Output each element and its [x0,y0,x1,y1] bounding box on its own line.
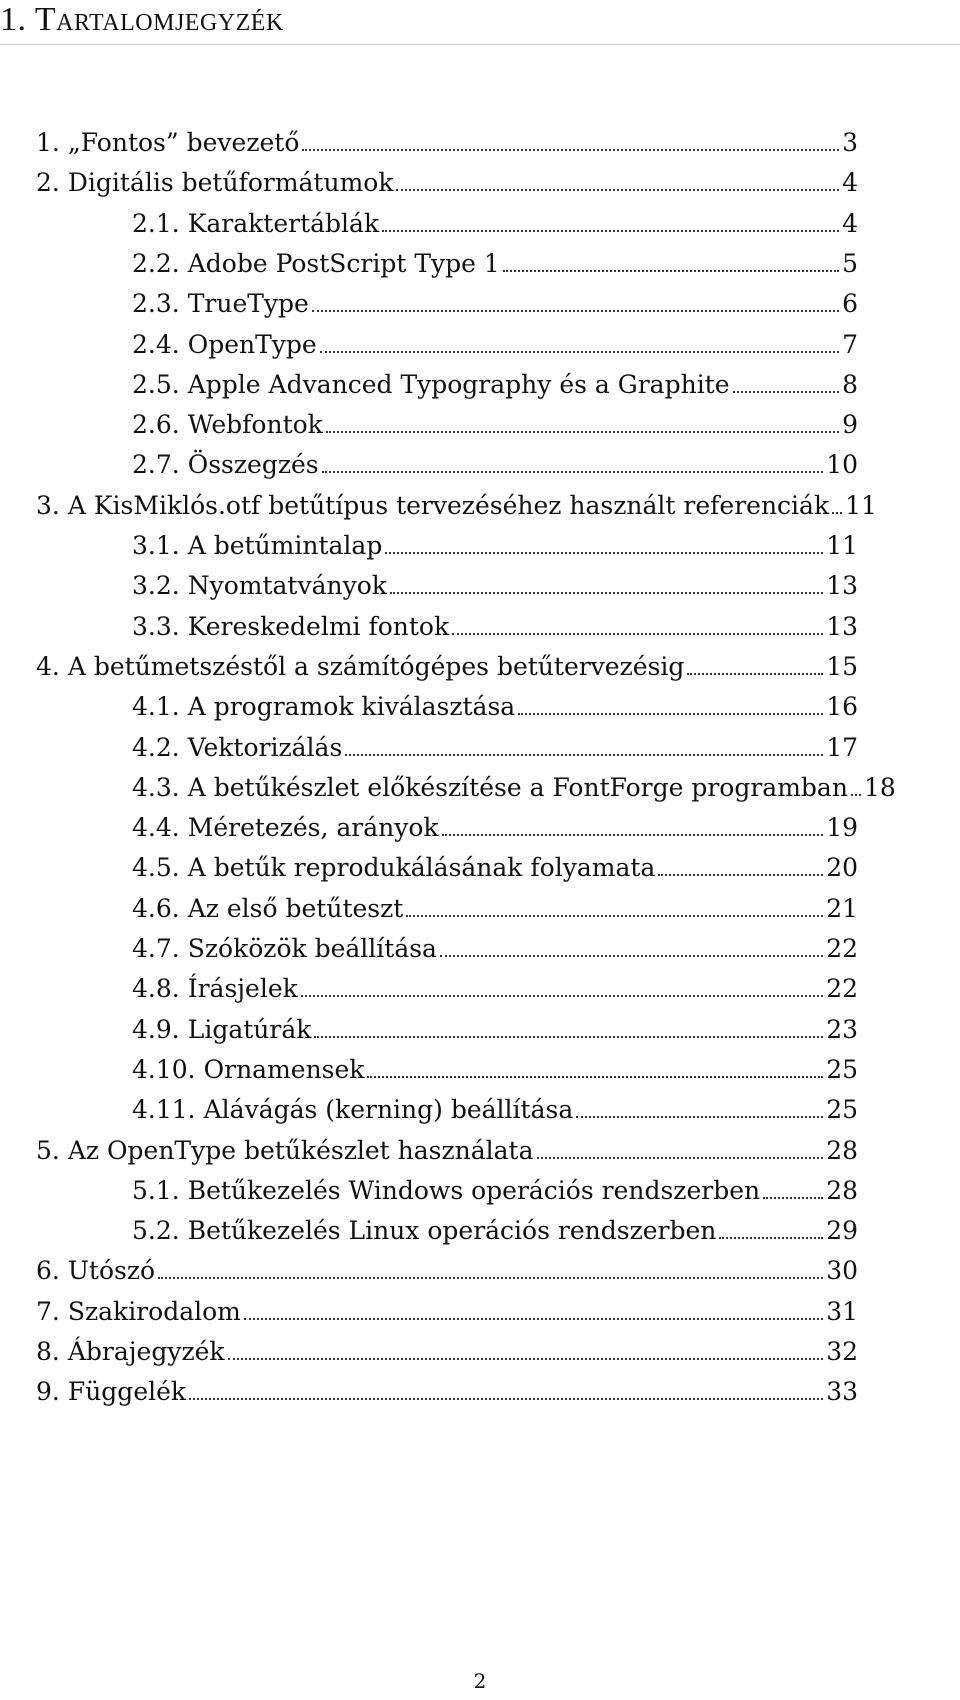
toc-entry-title: Az első betűteszt [187,893,404,923]
toc-entry[interactable] [132,1206,858,1246]
toc-entry-number: 3.2. [132,571,180,601]
toc-entry-page: 11 [845,490,877,520]
toc-entry-number: 2.2. [132,248,180,278]
toc-entry-number: 5.2. [132,1216,180,1246]
toc-entry-page: 28 [826,1135,858,1165]
toc-dot-leader [158,1277,823,1279]
toc-entry[interactable] [132,1166,858,1206]
toc-entry-number: 2.7. [132,450,180,480]
toc-entry-title: Webfontok [187,410,323,440]
toc-dot-leader [390,592,823,594]
toc-entry[interactable] [36,1246,858,1286]
toc-entry-number: 4.5. [132,853,180,883]
toc-entry[interactable] [132,440,858,480]
toc-entry-title: Digitális betűformátumok [67,168,394,198]
toc-entry-number: 7. [36,1296,60,1326]
toc-dot-leader [320,351,839,353]
toc-dot-leader [576,1116,823,1118]
toc-entry[interactable] [132,199,858,239]
toc-entry-number: 4.6. [132,893,180,923]
toc-entry-page: 19 [826,813,858,843]
toc-entry-page: 10 [826,450,858,480]
toc-entry-page: 21 [826,893,858,923]
toc-entry-page: 25 [826,1095,858,1125]
toc-dot-leader [189,1398,823,1400]
toc-dot-leader [442,834,824,836]
toc-entry-number: 4.7. [132,934,180,963]
toc-entry-title: „Fontos” bevezető [67,128,300,157]
toc-entry[interactable] [132,1085,858,1125]
toc-entry-page: 20 [826,853,858,883]
toc-entry[interactable] [132,964,858,1004]
toc-entry[interactable] [36,118,858,158]
toc-entry[interactable] [132,884,858,924]
toc-dot-leader [302,149,839,151]
toc-entry-title: A programok kiválasztása [187,692,516,722]
toc-entry[interactable] [132,279,858,319]
toc-entry-number: 3. [36,490,60,520]
toc-entry-title: Ábrajegyzék [67,1337,225,1366]
toc-dot-leader [326,431,839,433]
toc-dot-leader [322,471,824,473]
toc-entry-title: Karaktertáblák [187,208,380,238]
toc-dot-leader [382,230,839,232]
toc-entry-number: 2.6. [132,410,180,440]
toc-entry-title: Nyomtatványok [187,571,387,601]
toc-entry-page: 11 [826,531,858,560]
toc-entry-number: 2.3. [132,289,180,319]
toc-entry-page: 16 [826,692,858,722]
toc-dot-leader [367,1076,823,1078]
toc-dot-leader [314,1036,823,1038]
toc-entry[interactable] [36,1367,858,1407]
toc-entry-page: 4 [842,208,858,238]
toc-entry[interactable] [132,723,858,763]
toc-dot-leader [518,713,823,715]
toc-entry-number: 8. [36,1337,60,1366]
toc-entry-number: 9. [36,1377,60,1407]
toc-entry-page: 9 [842,410,858,440]
toc-dot-leader [452,633,823,635]
toc-dot-leader [687,673,823,675]
toc-entry[interactable] [132,843,858,883]
toc-entry-number: 1. [36,128,60,157]
toc-entry-number: 4.10. [132,1054,196,1084]
toc-entry-page: 29 [826,1216,858,1246]
toc-dot-leader [312,310,839,312]
toc-dot-leader [719,1237,823,1239]
toc-entry-page: 13 [826,611,858,641]
toc-entry-title: Szóközök beállítása [187,934,437,963]
toc-entry[interactable] [36,642,858,682]
toc-entry-page: 17 [826,732,858,762]
toc-entry-title: A betűkészlet előkészítése a FontForge programban [187,772,848,802]
toc-entry-page: 8 [842,369,858,399]
toc-entry[interactable] [132,924,858,964]
toc-dot-leader [385,552,823,554]
toc-dot-leader [537,1157,824,1159]
toc-entry-title: OpenType [187,329,317,359]
toc-entry-title: Írásjelek [187,974,298,1004]
toc-dot-leader [503,270,839,272]
toc-entry-title: Függelék [67,1377,187,1407]
toc-entry-number: 4.3. [132,772,180,802]
toc-entry-title: Szakirodalom [67,1296,241,1326]
toc-entry-title: A betűmetszéstől a számítógépes betűtervezésig [67,651,685,681]
toc-dot-leader [733,391,840,393]
toc-entry-number: 5. [36,1135,60,1165]
toc-dot-leader [763,1197,823,1199]
toc-entry[interactable] [36,1327,858,1367]
toc-entry-page: 22 [826,974,858,1004]
toc-dot-leader [658,874,823,876]
toc-entry[interactable] [36,1126,858,1166]
toc-entry-title: Apple Advanced Typography és a Graphite [187,369,730,399]
toc-entry-page: 25 [826,1054,858,1084]
toc-entry-number: 6. [36,1256,60,1286]
toc-entry-page: 3 [842,128,858,157]
toc-dot-leader [832,512,842,514]
toc-entry-page: 4 [842,168,858,198]
toc-dot-leader [406,915,823,917]
toc-entry[interactable] [132,400,858,440]
page-title: 1. Tartalomjegyzék [0,1,284,38]
toc-entry-title: Betűkezelés Linux operációs rendszerben [187,1216,717,1246]
toc-dot-leader [440,955,823,957]
toc-entry-title: Kereskedelmi fontok [187,611,450,641]
toc-entry-number: 4.4. [132,813,180,843]
toc-entry[interactable] [36,158,858,198]
toc-entry[interactable] [132,682,858,722]
toc-entry-number: 4.2. [132,732,180,762]
toc-entry-number: 4.11. [132,1095,196,1125]
toc-entry-title: Betűkezelés Windows operációs rendszerben [187,1175,761,1205]
toc-dot-leader [345,754,823,756]
toc-entry-title: A betűmintalap [187,531,383,560]
toc-entry-number: 4. [36,651,60,681]
toc-entry-title: Vektorizálás [187,732,343,762]
toc-entry[interactable] [132,602,858,642]
toc-entry-title: Alávágás (kerning) beállítása [203,1095,574,1125]
toc-entry-number: 2.4. [132,329,180,359]
toc-entry[interactable] [132,803,858,843]
toc-entry-page: 23 [826,1014,858,1044]
toc-entry-title: Méretezés, arányok [187,813,439,843]
toc-dot-leader [244,1318,823,1320]
toc-entry-number: 3.3. [132,611,180,641]
toc-entry-page: 32 [826,1337,858,1366]
toc-entry-page: 6 [842,289,858,319]
toc-entry-number: 2.5. [132,369,180,399]
toc-entry-number: 4.8. [132,974,180,1004]
toc-entry-page: 31 [826,1296,858,1326]
toc-entry-page: 13 [826,571,858,601]
toc-entry-number: 5.1. [132,1175,180,1205]
toc-entry-number: 2.1. [132,208,180,238]
toc-entry-page: 22 [826,934,858,963]
toc-dot-leader [301,995,823,997]
toc-entry[interactable] [132,1005,858,1045]
toc-entry-page: 28 [826,1175,858,1205]
toc-entry-page: 7 [842,329,858,359]
toc-entry-page: 18 [863,772,896,802]
toc-entry[interactable] [132,320,858,360]
toc-entry-number: 4.1. [132,692,180,722]
toc-entry-title: Ornamensek [203,1054,365,1084]
toc-entry-title: TrueType [187,289,309,319]
toc-entry-title: A betűk reprodukálásának folyamata [187,853,656,883]
toc-entry-page: 33 [826,1377,858,1407]
toc-heading-bar [0,0,960,45]
toc-entry-number: 3.1. [132,531,180,560]
toc-entry-page: 5 [842,248,858,278]
toc-entry[interactable] [132,521,858,561]
toc-entry[interactable] [132,561,858,601]
toc-entry-page: 15 [826,651,858,681]
toc-entry-title: Utószó [67,1256,156,1286]
toc-entry-title: Ligatúrák [187,1014,312,1044]
toc-entry[interactable] [36,1287,858,1327]
toc-entry-page: 30 [826,1256,858,1286]
toc-entry[interactable] [132,239,858,279]
toc-entry[interactable] [132,763,896,803]
toc-dot-leader [228,1358,824,1360]
toc-dot-leader [396,189,839,191]
toc-entry-number: 2. [36,168,60,198]
toc-entry-number: 4.9. [132,1014,180,1044]
toc-entry-title: A KisMiklós.otf betűtípus tervezéséhez használt referenciák [67,490,830,520]
toc-entry[interactable] [36,481,877,521]
toc-entry[interactable] [132,360,858,400]
toc-entry-title: Az OpenType betűkészlet használata [67,1135,534,1165]
toc-entry-title: Összegzés [187,450,319,480]
toc-entry[interactable] [132,1045,858,1085]
toc-entry-title: Adobe PostScript Type 1 [187,248,500,278]
page-number: 2 [473,1669,487,1693]
toc-dot-leader [851,794,861,796]
